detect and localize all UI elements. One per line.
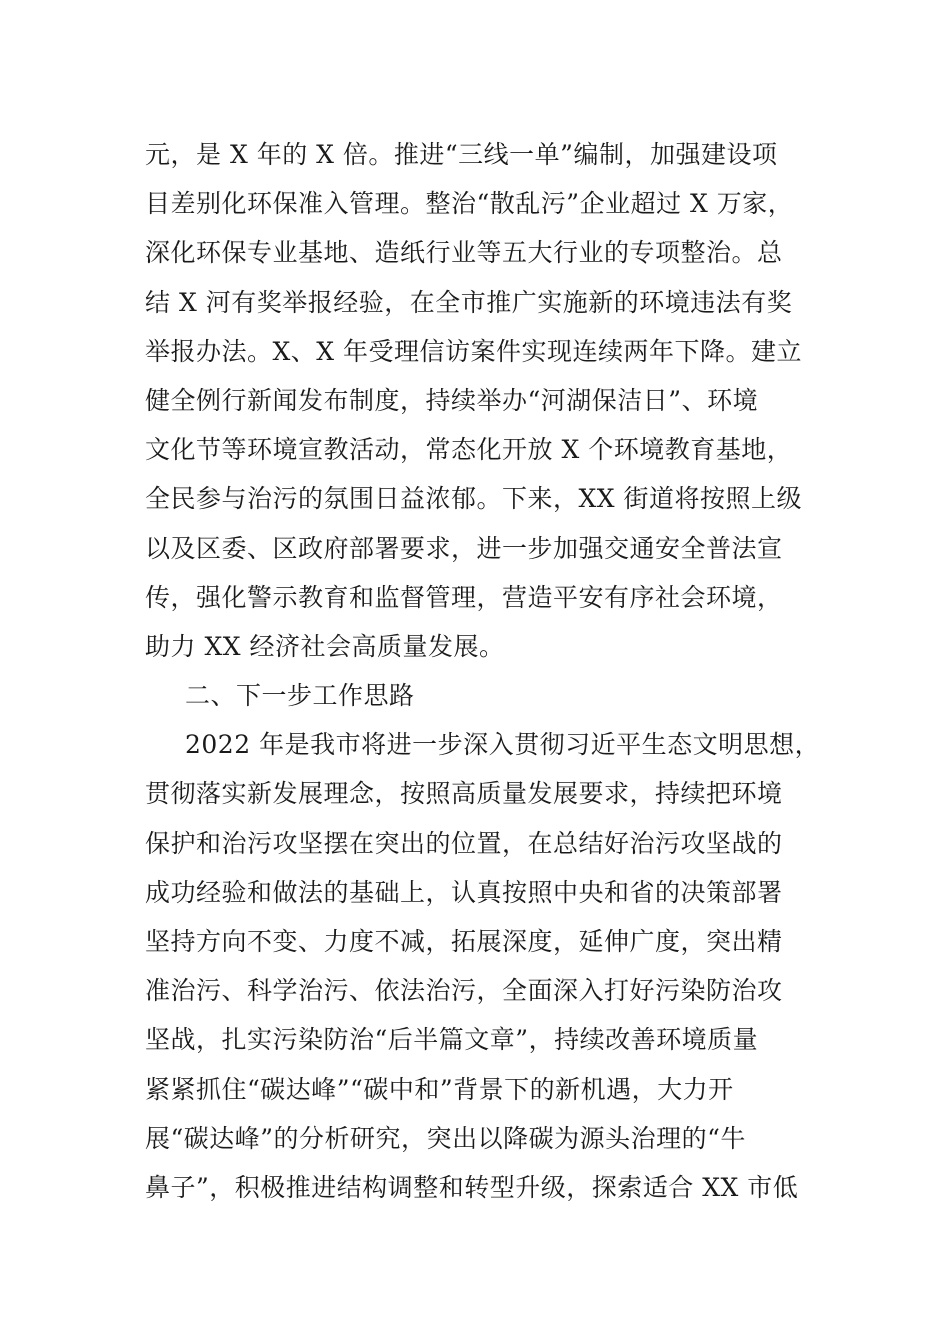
text-line: 深化环保专业基地、造纸行业等五大行业的专项整治。总 [145, 238, 783, 268]
document-body [145, 130, 835, 1212]
text-line: 元，是 X 年的 X 倍。推进“三线一单”编制，加强建设项 [145, 140, 778, 169]
paragraph-first-line: 2022 年是我市将进一步深入贯彻习近平生态文明思想， [185, 730, 821, 760]
text-line: 以及区委、区政府部署要求，进一步加强交通安全普法宣 [145, 533, 783, 563]
text-line: 传，强化警示教育和监督管理，营造平安有序社会环境， [145, 582, 783, 612]
text-line: 文化节等环境宣教活动，常态化开放 X 个环境教育基地， [145, 435, 793, 465]
text-line: 鼻子”，积极推进结构调整和转型升级，探索适合 XX 市低 [145, 1172, 799, 1202]
text-line: 举报办法。X、X 年受理信访案件实现连续两年下降。建立 [145, 336, 803, 366]
text-line: 坚战，扎实污染防治“后半篇文章”，持续改善环境质量 [145, 1025, 759, 1055]
text-line: 目差别化环保准入管理。整治“散乱污”企业超过 X 万家， [145, 189, 794, 219]
text-line: 成功经验和做法的基础上，认真按照中央和省的决策部署 [145, 877, 783, 907]
text-line: 坚持方向不变、力度不减，拓展深度，延伸广度，突出精 [145, 927, 783, 956]
text-line: 结 X 河有奖举报经验，在全市推广实施新的环境违法有奖 [145, 287, 793, 317]
section-heading: 二、下一步工作思路 [185, 681, 415, 711]
text-line: 健全例行新闻发布制度，持续举办“河湖保洁日”、环境 [145, 385, 759, 415]
text-line: 助力 XX 经济社会高质量发展。 [145, 631, 505, 661]
text-line: 准治污、科学治污、依法治污，全面深入打好污染防治攻 [145, 976, 783, 1006]
text-line: 保护和治污攻坚摆在突出的位置，在总结好治污攻坚战的 [145, 828, 783, 858]
text-line: 展“碳达峰”的分析研究，突出以降碳为源头治理的“牛 [145, 1123, 746, 1153]
text-line: 贯彻落实新发展理念，按照高质量发展要求，持续把环境 [145, 779, 783, 809]
text-line: 紧紧抓住“碳达峰”“碳中和”背景下的新机遇，大力开 [145, 1074, 734, 1104]
text-line: 全民参与治污的氛围日益浓郁。下来，XX 街道将按照上级 [145, 484, 803, 514]
